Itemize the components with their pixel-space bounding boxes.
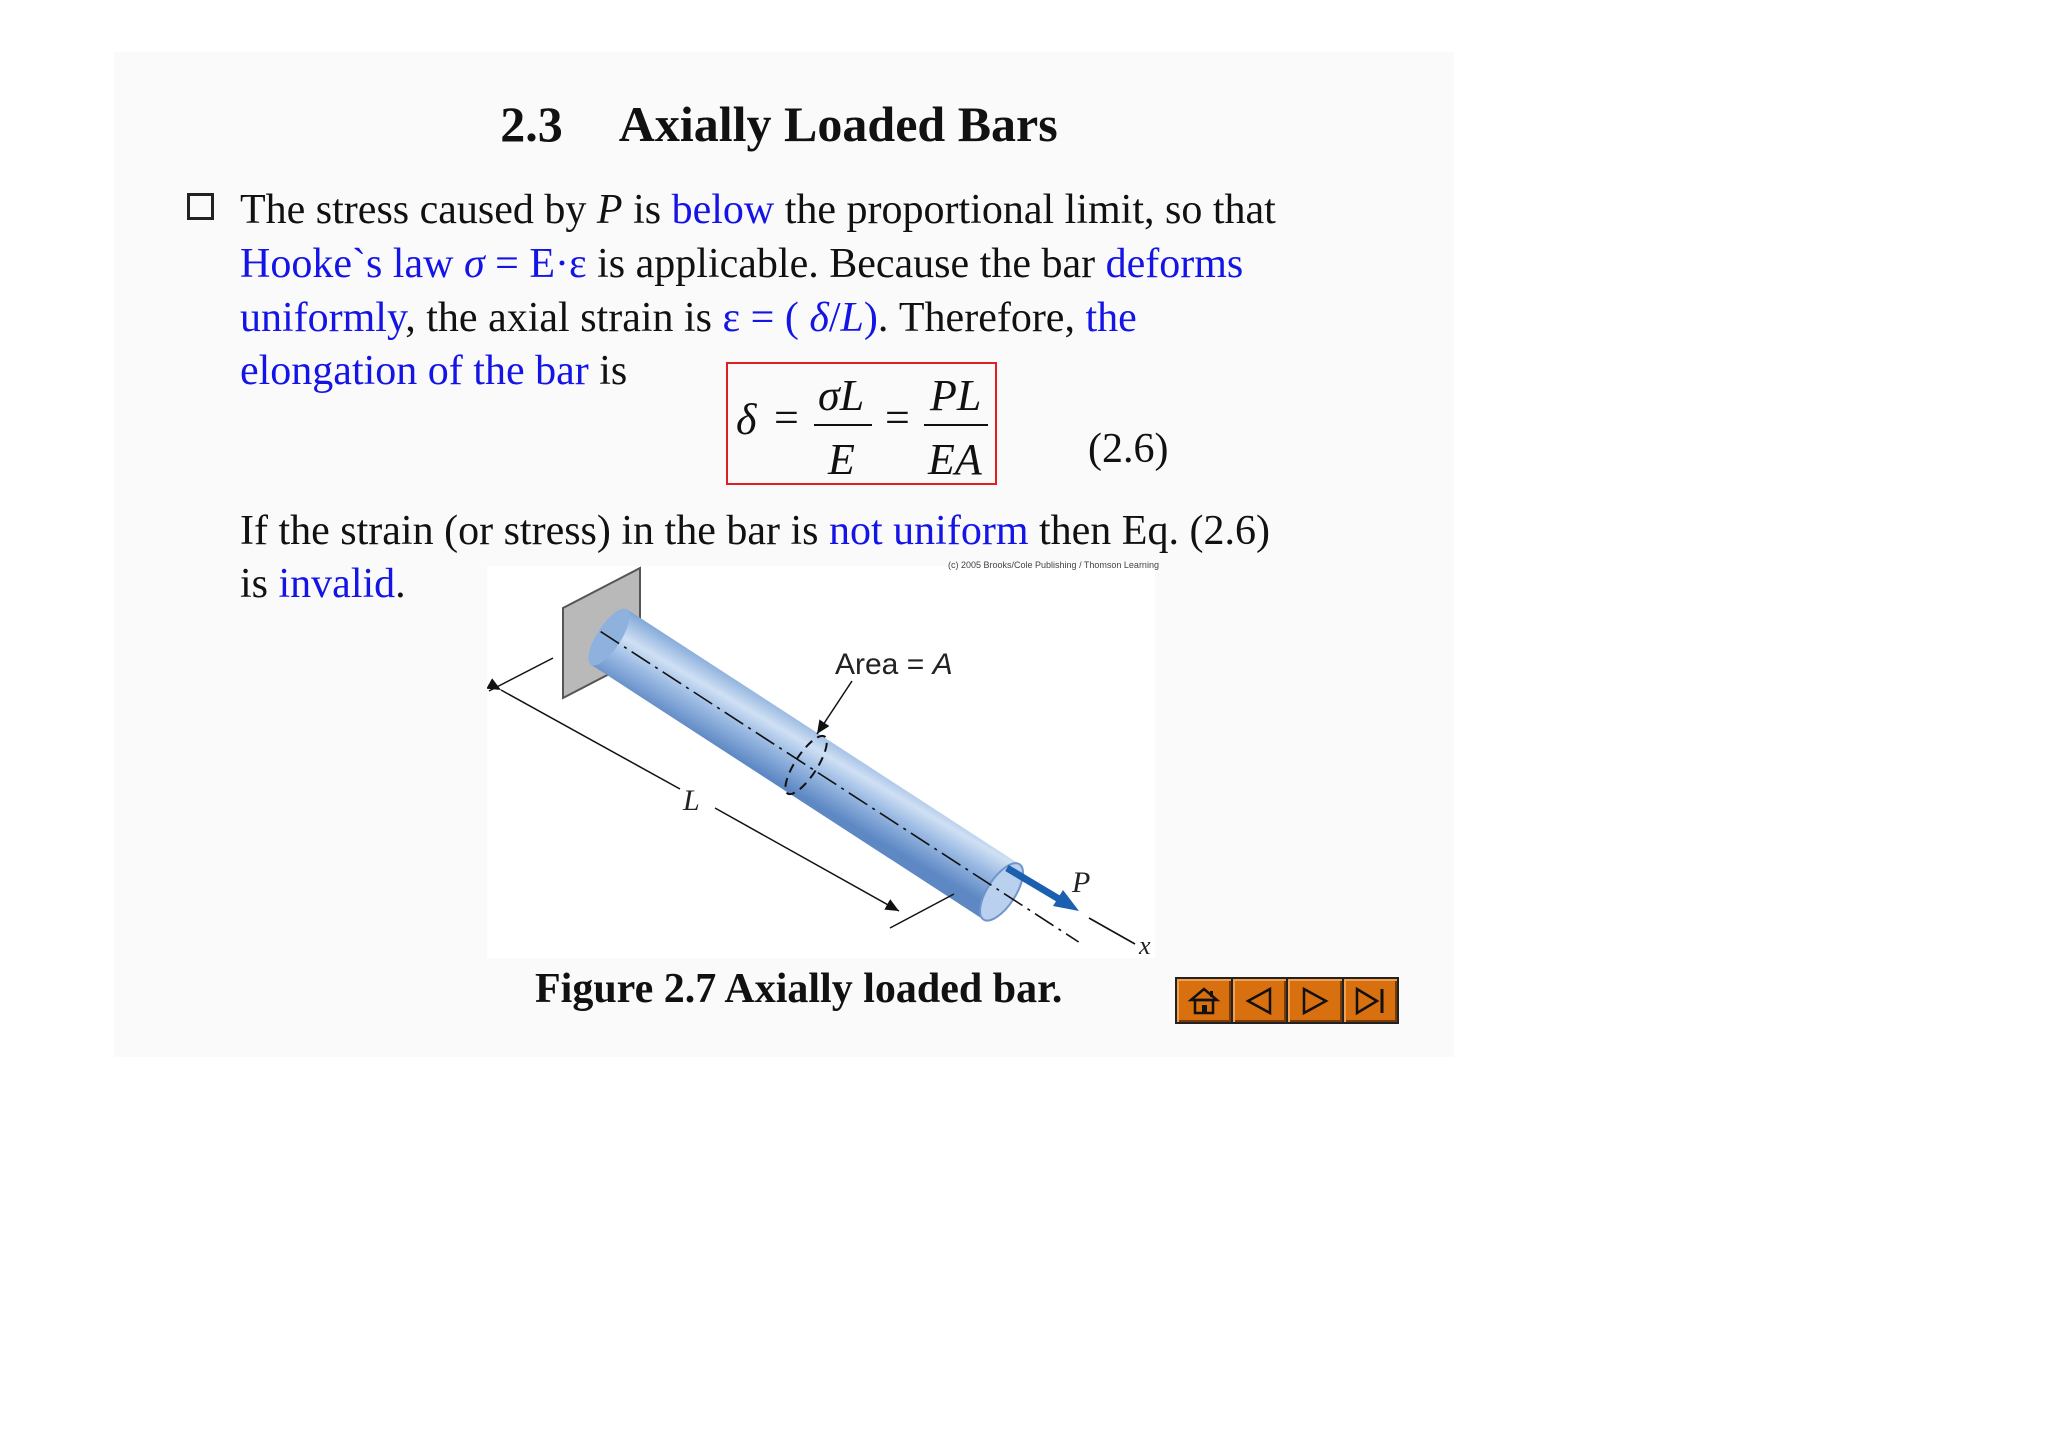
symbol-L: L	[840, 295, 864, 341]
home-icon	[1187, 985, 1221, 1017]
highlight-below: below	[671, 187, 775, 233]
equation-numerator-1: σL	[818, 371, 865, 420]
text-segment: is applicable. Because the bar	[586, 241, 1106, 287]
text-segment: If the strain (or stress) in the bar is	[240, 508, 830, 554]
paragraph2-line-2	[240, 558, 406, 610]
equation-equals-2: =	[885, 393, 910, 442]
equation-number: (2.6)	[1088, 426, 1169, 472]
text-segment: is	[240, 561, 279, 607]
text-segment: . Therefore,	[877, 295, 1086, 341]
figure-credit: (c) 2005 Brooks/Cole Publishing / Thomson Learning	[948, 560, 1159, 570]
text-segment: then Eq. (2.6)	[1028, 508, 1270, 554]
text-segment: The stress caused by	[240, 187, 597, 233]
x-axis-line	[1089, 918, 1135, 944]
highlight-not-uniform: not uniform	[829, 508, 1029, 554]
area-label: Area = A	[835, 648, 953, 681]
paragraph-line-4	[240, 345, 627, 397]
figure-caption: Figure 2.7 Axially loaded bar.	[535, 966, 1063, 1012]
highlight-elongation: elongation of the bar	[240, 348, 589, 394]
previous-icon	[1242, 985, 1276, 1017]
text-segment: , the axial strain is	[405, 295, 723, 341]
extension-line-end	[890, 894, 954, 928]
paragraph2-line-1	[240, 505, 1270, 557]
last-icon	[1353, 985, 1387, 1017]
title-text: Axially Loaded Bars	[618, 96, 1058, 152]
highlight-uniformly: uniformly	[240, 295, 406, 341]
equation-numerator-2: PL	[930, 371, 982, 420]
axis-label: x	[1139, 931, 1151, 958]
text-segment: the proportional limit, so that	[774, 187, 1276, 233]
symbol-P: P	[596, 187, 623, 233]
symbol-delta: δ	[809, 295, 829, 341]
next-icon	[1298, 985, 1332, 1017]
navigation-bar	[1175, 977, 1399, 1024]
slide-title	[0, 95, 1558, 153]
highlight-hookes-law: Hooke`s law	[240, 241, 464, 287]
paragraph-line-3	[240, 292, 1137, 344]
equation-denominator-1: E	[828, 435, 855, 484]
bullet-checkbox-icon	[187, 193, 214, 220]
text-segment: is	[622, 187, 672, 233]
strain-formula-slash: /	[828, 295, 841, 341]
last-slide-button[interactable]	[1344, 979, 1398, 1022]
hookes-law-formula: = E·ε	[484, 241, 587, 287]
equation-denominator-2: EA	[928, 435, 982, 484]
highlight-the: the	[1085, 295, 1137, 341]
highlight-deforms: deforms	[1105, 241, 1244, 287]
equation-box	[726, 362, 997, 485]
highlight-invalid: invalid	[278, 561, 396, 607]
figure-axially-loaded-bar	[487, 566, 1155, 958]
length-label: L	[683, 784, 700, 817]
fraction-bar-1	[814, 424, 872, 426]
text-segment: .	[395, 561, 406, 607]
extension-line-start	[489, 658, 553, 691]
strain-formula-start: ε = (	[722, 295, 810, 341]
strain-formula-end: )	[863, 295, 878, 341]
paragraph-line-1	[240, 184, 1276, 236]
equation-delta: δ	[736, 395, 757, 444]
previous-slide-button[interactable]	[1233, 979, 1289, 1022]
paragraph-line-2	[240, 238, 1243, 290]
title-number: 2.3	[500, 96, 563, 152]
next-slide-button[interactable]	[1288, 979, 1344, 1022]
fraction-bar-2	[924, 424, 988, 426]
bar-diagram	[487, 566, 1155, 958]
equation-equals-1: =	[774, 393, 799, 442]
symbol-sigma: σ	[463, 241, 485, 287]
load-label: P	[1072, 866, 1091, 899]
text-segment: is	[588, 348, 628, 394]
home-button[interactable]	[1177, 979, 1233, 1022]
area-leader-line	[817, 681, 852, 734]
